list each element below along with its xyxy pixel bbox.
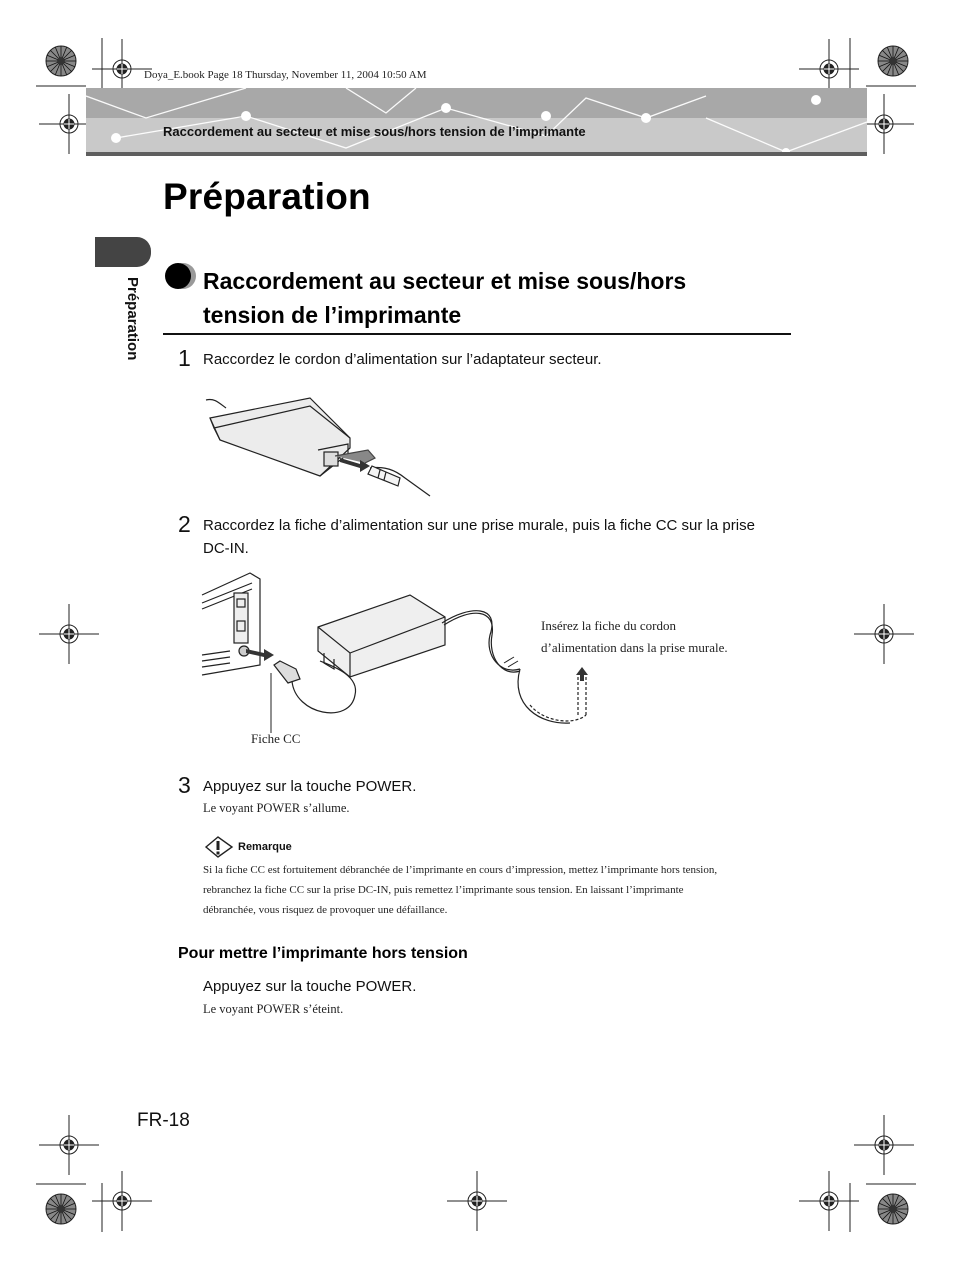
step-3-result: Le voyant POWER s’allume. <box>203 801 350 815</box>
file-info: Doya_E.book Page 18 Thursday, November 11, 2004 10:50 AM <box>144 69 427 81</box>
registration-mark <box>39 1115 99 1175</box>
dc-plug-label: Fiche CC <box>251 731 301 746</box>
note-line1: Si la fiche CC est fortuitement débranchée de l’imprimante en cours d’impression, mettez l’imprimante hors tension, <box>203 864 718 876</box>
section-bullet-icon <box>164 262 198 292</box>
subsection-title: Pour mettre l’imprimante hors tension <box>178 945 468 962</box>
chapter-title: Préparation <box>163 176 371 217</box>
note-line2: rebranchez la fiche CC sur la prise DC-IN, puis remettez l’imprimante sous tension. En laissant l’imprimante <box>203 884 684 896</box>
registration-mark <box>447 1171 507 1231</box>
step-3-number: 3 <box>178 772 191 798</box>
subsection-text: Appuyez sur la touche POWER. <box>203 978 417 995</box>
running-header: Raccordement au secteur et mise sous/hors tension de l’imprimante <box>163 124 586 139</box>
banner-pattern <box>86 88 867 156</box>
section-rule <box>163 333 791 335</box>
banner-rule <box>86 152 867 156</box>
registration-mark <box>854 1115 914 1175</box>
warning-icon <box>204 835 234 859</box>
note-label: Remarque <box>238 841 292 853</box>
registration-mark <box>92 1171 152 1231</box>
registration-mark <box>854 604 914 664</box>
header-banner <box>86 88 867 156</box>
step-2-text-line2: DC-IN. <box>203 540 249 557</box>
note-text <box>203 860 793 920</box>
chapter-side-tab <box>95 237 151 267</box>
section-title-line2: tension de l’imprimante <box>203 302 462 328</box>
step-2-text-line1: Raccordez la fiche d’alimentation sur une prise murale, puis la fiche CC sur la prise <box>203 517 755 534</box>
color-rosette <box>878 1194 908 1224</box>
step-2-number: 2 <box>178 511 191 537</box>
subsection-result: Le voyant POWER s’éteint. <box>203 1002 344 1016</box>
wall-outlet-callout <box>541 615 728 659</box>
color-rosette <box>46 46 76 76</box>
section-title <box>203 264 763 332</box>
section-title-line1: Raccordement au secteur et mise sous/hors <box>203 268 687 294</box>
color-rosette <box>46 1194 76 1224</box>
printer-connection-illustration <box>200 565 600 735</box>
step-1-text: Raccordez le cordon d’alimentation sur l’adaptateur secteur. <box>203 351 602 368</box>
adapter-cord-illustration <box>200 388 440 500</box>
registration-mark <box>39 604 99 664</box>
color-rosette <box>878 46 908 76</box>
chapter-side-label: Préparation <box>124 277 141 361</box>
registration-mark <box>799 1171 859 1231</box>
wall-outlet-callout-line1: Insérez la fiche du cordon <box>541 618 676 633</box>
note-line3: débranchée, vous risquez de provoquer une défaillance. <box>203 904 448 916</box>
step-2-text <box>203 514 755 560</box>
page-number: FR-18 <box>137 1110 190 1131</box>
step-3-text: Appuyez sur la touche POWER. <box>203 778 417 795</box>
step-1-number: 1 <box>178 345 191 371</box>
wall-outlet-callout-line2: d’alimentation dans la prise murale. <box>541 640 728 655</box>
